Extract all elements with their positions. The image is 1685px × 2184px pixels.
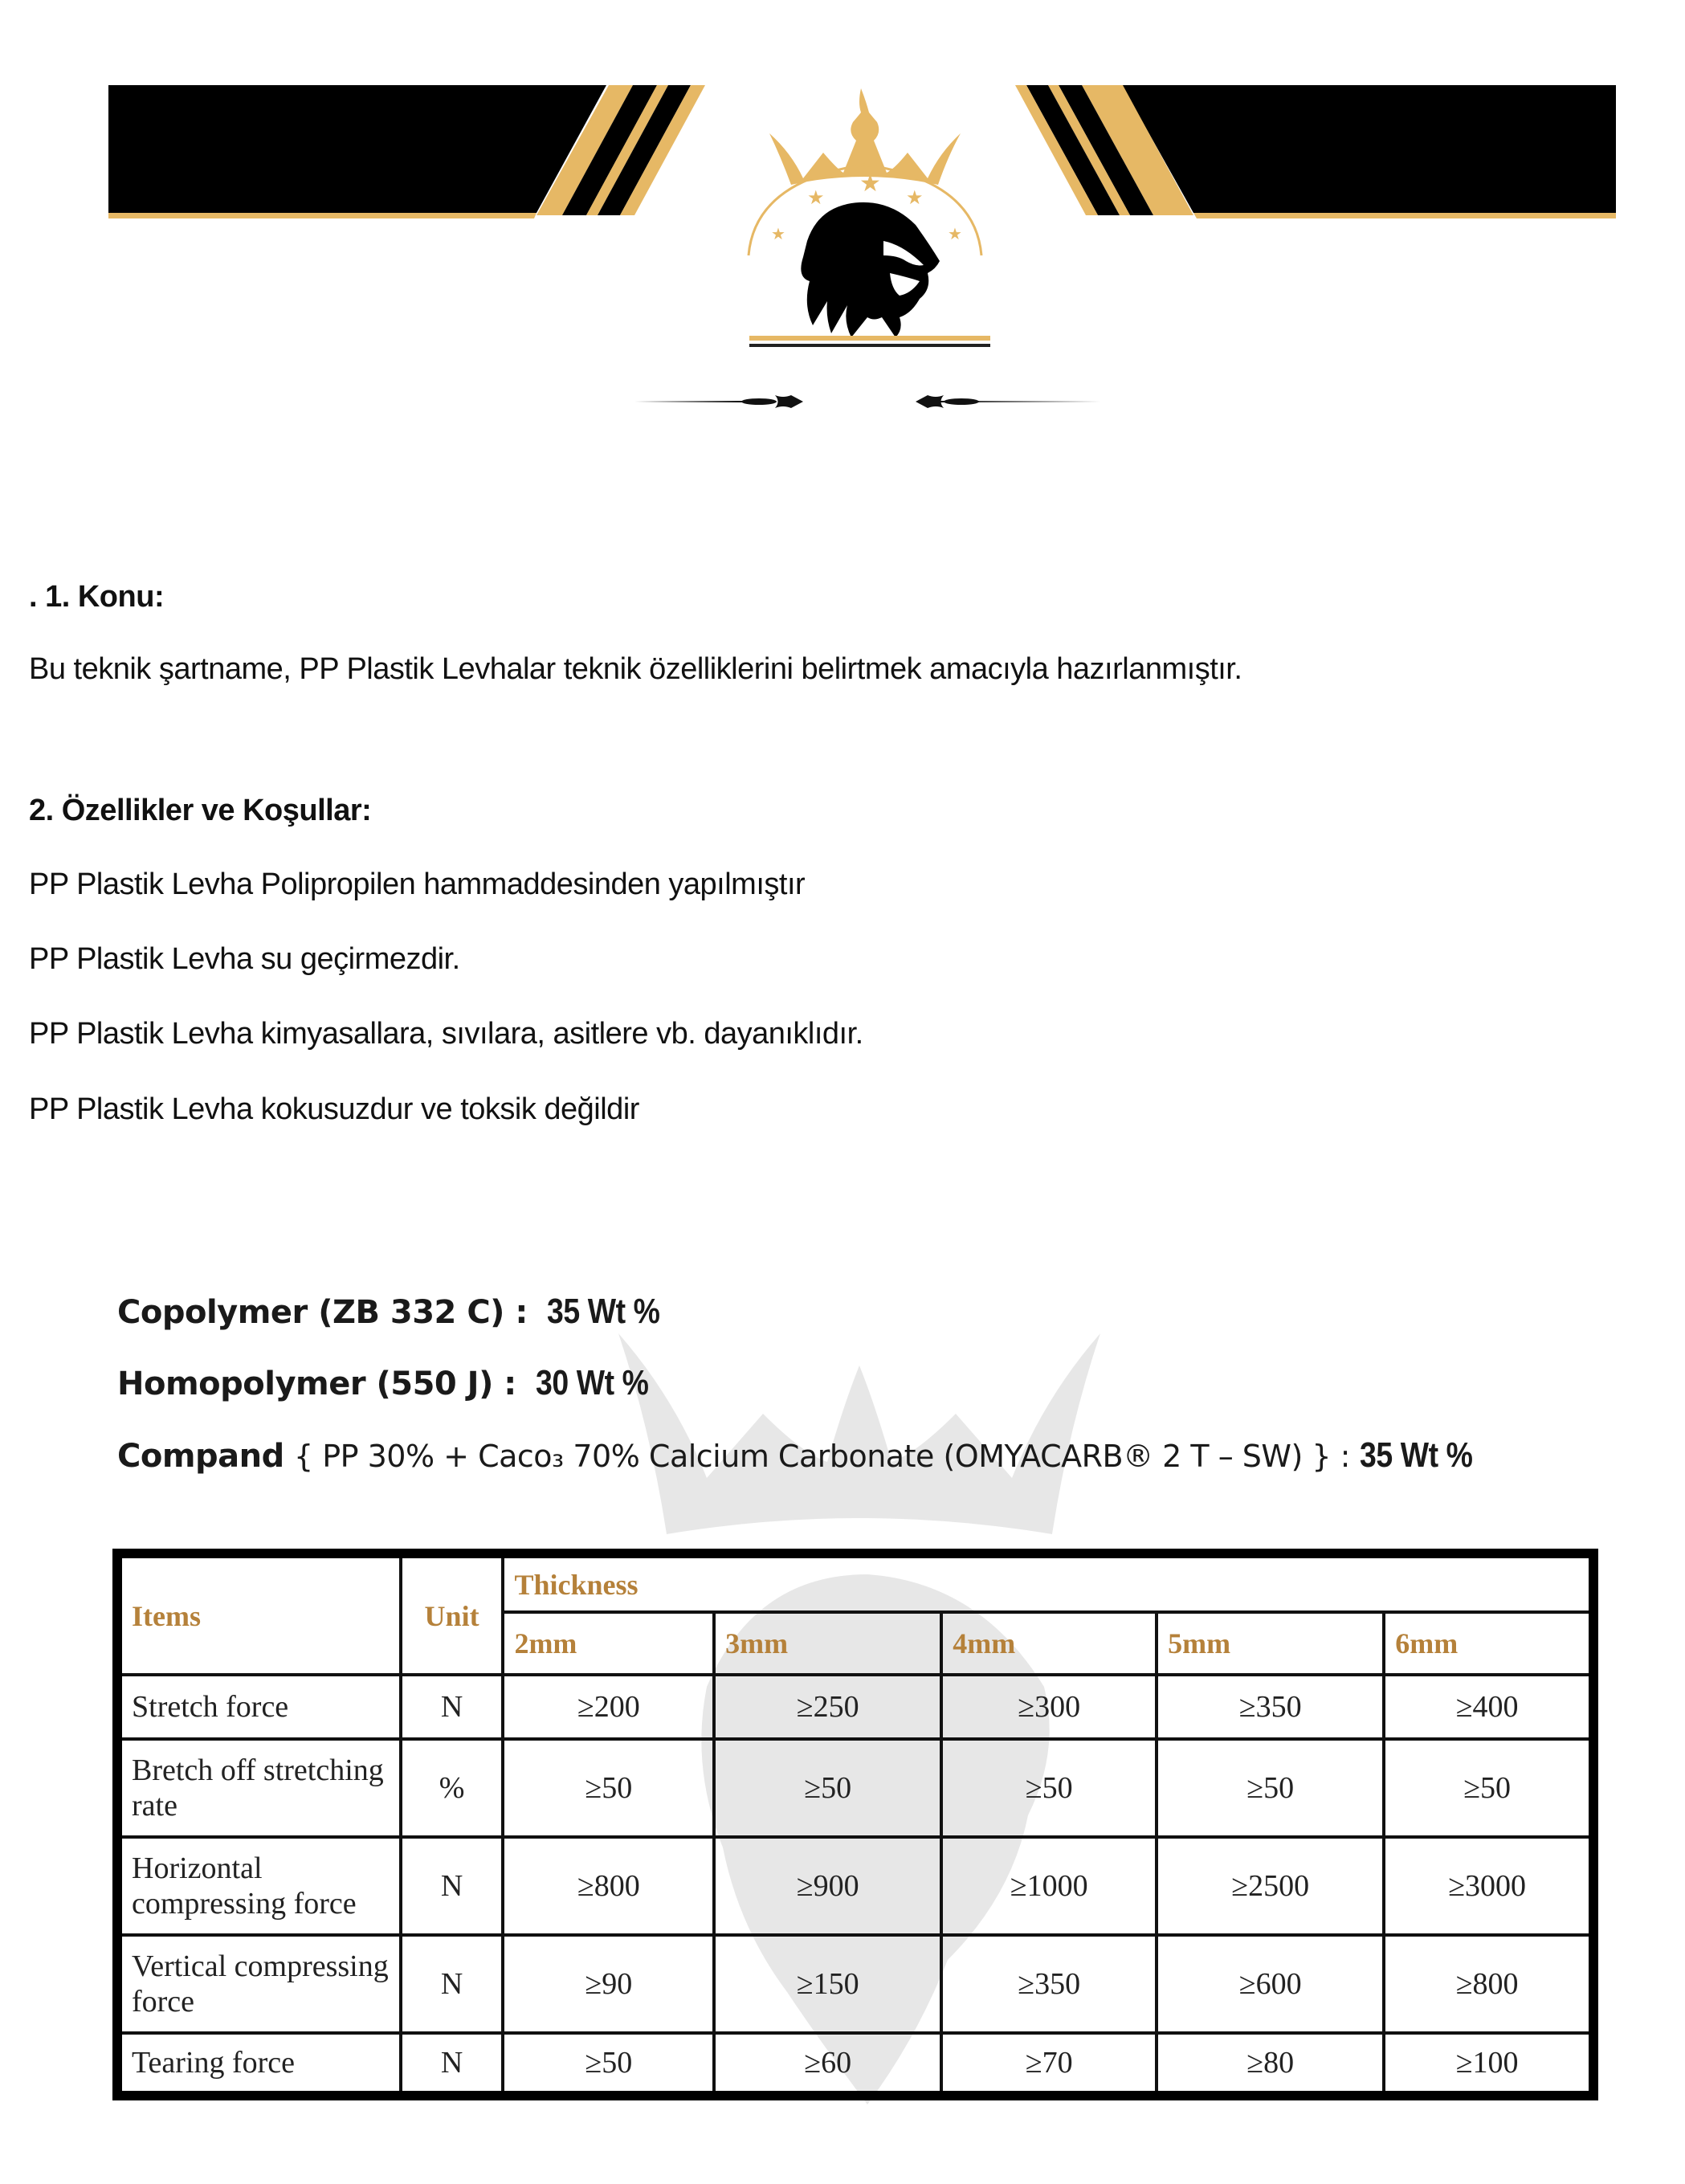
- header-thickness: Thickness: [503, 1553, 1593, 1612]
- compand-label: Compand: [117, 1438, 284, 1475]
- banner-right-gold-underline: [1193, 213, 1616, 218]
- compand-detail: { PP 30% + Caco₃ 70% Calcium Carbonate (OMYACARB® 2 T – SW) } :: [293, 1439, 1350, 1474]
- row-value: ≥400: [1384, 1675, 1593, 1739]
- header-items: Items: [117, 1553, 401, 1675]
- row-value: ≥600: [1157, 1935, 1384, 2033]
- feature-item: PP Plastik Levha kimyasallara, sıvılara, asitlere vb. dayanıklıdır.: [29, 1017, 863, 1051]
- ornament-divider: [634, 395, 1100, 408]
- row-unit: N: [401, 1675, 504, 1739]
- feature-item: PP Plastik Levha Polipropilen hammaddesinden yapılmıştır: [29, 867, 806, 901]
- banner-left-black: [108, 85, 606, 213]
- row-value: ≥200: [503, 1675, 714, 1739]
- arrowhead-left-icon: [916, 395, 944, 408]
- star-icon: ★: [948, 224, 962, 243]
- compand-value: 35 Wt %: [1360, 1435, 1473, 1475]
- section-1-text: Bu teknik şartname, PP Plastik Levhalar teknik özelliklerini belirtmek amacıyla hazırlanmıştır.: [29, 652, 1242, 686]
- row-value: ≥70: [941, 2033, 1157, 2096]
- section-2-title: 2. Özellikler ve Koşullar:: [29, 794, 372, 827]
- row-value: ≥300: [941, 1675, 1157, 1739]
- row-value: ≥90: [503, 1935, 714, 2033]
- header-thickness-col: 2mm: [503, 1612, 714, 1675]
- star-icon: ★: [807, 186, 825, 209]
- row-value: ≥50: [1157, 1739, 1384, 1837]
- row-value: ≥350: [1157, 1675, 1384, 1739]
- row-item: Horizontal compressing force: [117, 1837, 401, 1935]
- banner-left-gold-underline: [108, 213, 537, 218]
- star-icon: ★: [906, 186, 924, 209]
- row-value: ≥100: [1384, 2033, 1593, 2096]
- table-header-row: [117, 1553, 1593, 1612]
- header-thickness-col: 5mm: [1157, 1612, 1384, 1675]
- homopolymer-value: 30 Wt %: [536, 1363, 649, 1402]
- row-value: ≥50: [503, 2033, 714, 2096]
- row-value: ≥60: [714, 2033, 941, 2096]
- homopolymer-label: Homopolymer (550 J) :: [117, 1366, 516, 1402]
- row-item: Tearing force: [117, 2033, 401, 2096]
- table-row: [117, 2033, 1593, 2096]
- section-1-title: . 1. Konu:: [29, 580, 165, 614]
- feature-item: PP Plastik Levha su geçirmezdir.: [29, 942, 460, 976]
- row-value: ≥50: [503, 1739, 714, 1837]
- feature-item: PP Plastik Levha kokusuzdur ve toksik değildir: [29, 1092, 639, 1126]
- row-value: ≥1000: [941, 1837, 1157, 1935]
- row-item: Stretch force: [117, 1675, 401, 1739]
- row-value: ≥150: [714, 1935, 941, 2033]
- row-value: ≥80: [1157, 2033, 1384, 2096]
- row-value: ≥350: [941, 1935, 1157, 2033]
- row-value: ≥50: [1384, 1739, 1593, 1837]
- copolymer-label: Copolymer (ZB 332 C) :: [117, 1294, 528, 1331]
- copolymer-value: 35 Wt %: [547, 1292, 660, 1331]
- row-value: ≥250: [714, 1675, 941, 1739]
- row-unit: N: [401, 2033, 504, 2096]
- row-unit: %: [401, 1739, 504, 1837]
- row-value: ≥3000: [1384, 1837, 1593, 1935]
- row-value: ≥50: [714, 1739, 941, 1837]
- header-banner: [0, 0, 1685, 434]
- table-row: [117, 1837, 1593, 1935]
- star-icon: ★: [859, 169, 881, 198]
- copolymer-line: [117, 1292, 680, 1332]
- row-value: ≥50: [941, 1739, 1157, 1837]
- row-value: ≥2500: [1157, 1837, 1384, 1935]
- table-row: [117, 1739, 1593, 1837]
- logo-black-bar: [749, 344, 990, 347]
- row-item: Bretch off stretching rate: [117, 1739, 401, 1837]
- table-row: [117, 1935, 1593, 2033]
- header-thickness-col: 6mm: [1384, 1612, 1593, 1675]
- logo-gold-bar: [749, 336, 990, 341]
- row-unit: N: [401, 1837, 504, 1935]
- arrowhead-right-icon: [775, 395, 803, 408]
- header-thickness-col: 4mm: [941, 1612, 1157, 1675]
- star-icon: ★: [771, 224, 785, 243]
- lion-crown-logo: [749, 88, 990, 347]
- row-value: ≥800: [1384, 1935, 1593, 2033]
- row-value: ≥900: [714, 1837, 941, 1935]
- lion-icon: [801, 202, 940, 337]
- row-item: Vertical compressing force: [117, 1935, 401, 2033]
- compand-line: [117, 1435, 1492, 1476]
- banner-right-black: [1122, 85, 1616, 213]
- table-row: [117, 1675, 1593, 1739]
- header-unit: Unit: [401, 1553, 504, 1675]
- header-thickness-col: 3mm: [714, 1612, 941, 1675]
- row-unit: N: [401, 1935, 504, 2033]
- row-value: ≥800: [503, 1837, 714, 1935]
- homopolymer-line: [117, 1363, 668, 1403]
- specification-table: [112, 1549, 1598, 2100]
